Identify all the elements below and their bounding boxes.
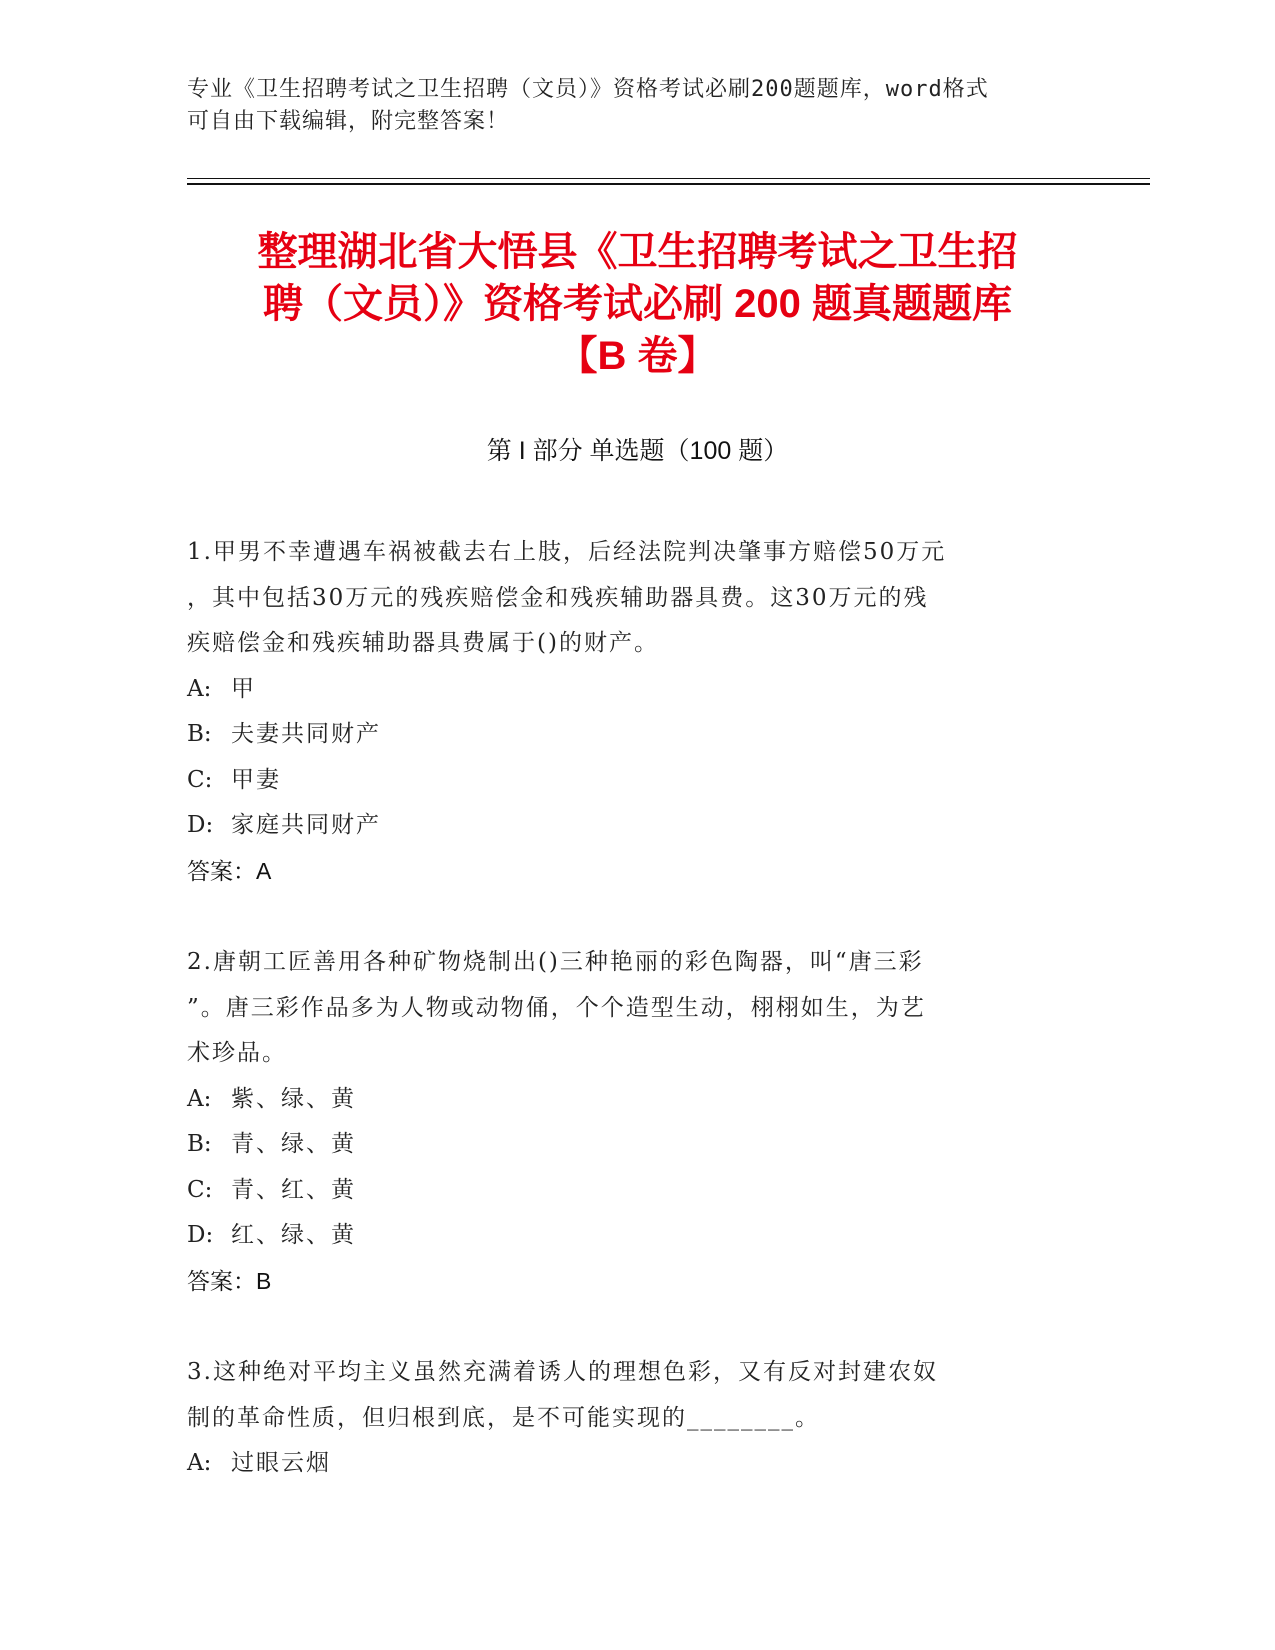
option-key: B: bbox=[187, 1131, 212, 1157]
option-text: 甲 bbox=[231, 675, 256, 702]
option-key: A: bbox=[187, 1450, 212, 1476]
option-key: B: bbox=[187, 721, 212, 747]
question-text-line: 2.唐朝工匠善用各种矿物烧制出()三种艳丽的彩色陶器，叫“唐三彩 bbox=[187, 949, 924, 975]
question-1 bbox=[187, 530, 1067, 894]
option-text: 青、绿、黄 bbox=[231, 1131, 356, 1157]
question-text-line: 制的革命性质，但归根到底，是不可能实现的________。 bbox=[187, 1404, 820, 1431]
question-text-line: 1.甲男不幸遭遇车祸被截去右上肢，后经法院判决肇事方赔偿50万元 bbox=[187, 539, 947, 565]
option-text: 过眼云烟 bbox=[231, 1450, 331, 1476]
option-key: C: bbox=[187, 1176, 213, 1203]
question-2 bbox=[187, 940, 1067, 1304]
title-line-2: 聘（文员）》资格考试必刷 200 题真题题库 bbox=[263, 282, 1012, 326]
header-line-2: 可自由下载编辑，附完整答案！ bbox=[187, 109, 510, 134]
question-text-line: 3.这种绝对平均主义虽然充满着诱人的理想色彩，又有反对封建农奴 bbox=[187, 1359, 938, 1385]
title-line-1: 整理湖北省大悟县《卫生招聘考试之卫生招 bbox=[257, 230, 1018, 274]
option-d bbox=[187, 1213, 1067, 1259]
answer-label: 答案：B bbox=[187, 1267, 272, 1294]
option-key: D: bbox=[187, 812, 214, 838]
header-divider-thin bbox=[187, 178, 1150, 179]
question-3 bbox=[187, 1350, 1067, 1487]
option-text: 紫、绿、黄 bbox=[231, 1085, 356, 1112]
header-divider-thick bbox=[187, 183, 1150, 185]
question-text-line: ”。唐三彩作品多为人物或动物俑，个个造型生动，栩栩如生，为艺 bbox=[187, 994, 926, 1021]
option-c bbox=[187, 1168, 1067, 1214]
option-text: 家庭共同财产 bbox=[231, 812, 381, 838]
question-spacer bbox=[187, 894, 1067, 940]
option-key: A: bbox=[187, 1085, 212, 1112]
option-a bbox=[187, 1077, 1067, 1123]
option-c bbox=[187, 758, 1067, 804]
document-header bbox=[187, 74, 1067, 138]
option-d bbox=[187, 803, 1067, 849]
option-b bbox=[187, 712, 1067, 758]
option-text: 夫妻共同财产 bbox=[231, 721, 381, 747]
option-key: C: bbox=[187, 766, 213, 793]
option-a bbox=[187, 667, 1067, 713]
question-list bbox=[187, 530, 1067, 1487]
option-text: 甲妻 bbox=[231, 766, 281, 793]
question-spacer bbox=[187, 1304, 1067, 1350]
question-text-line: ，其中包括30万元的残疾赔偿金和残疾辅助器具费。这30万元的残 bbox=[187, 584, 929, 611]
option-key: A: bbox=[187, 675, 212, 702]
section-title: 第 I 部分 单选题（100 题） bbox=[486, 437, 789, 465]
option-text: 青、红、黄 bbox=[231, 1176, 356, 1203]
option-text: 红、绿、黄 bbox=[231, 1222, 356, 1248]
option-a bbox=[187, 1441, 1067, 1487]
header-line-1: 专业《卫生招聘考试之卫生招聘（文员）》资格考试必刷200题题库，word格式 bbox=[187, 77, 989, 102]
option-key: D: bbox=[187, 1222, 214, 1248]
title-line-3: 【B 卷】 bbox=[557, 334, 718, 378]
question-text-line: 术珍品。 bbox=[187, 1040, 287, 1066]
option-b bbox=[187, 1122, 1067, 1168]
document-title bbox=[150, 226, 1125, 382]
question-text-line: 疾赔偿金和残疾辅助器具费属于()的财产。 bbox=[187, 630, 659, 656]
answer-label: 答案：A bbox=[187, 857, 272, 884]
